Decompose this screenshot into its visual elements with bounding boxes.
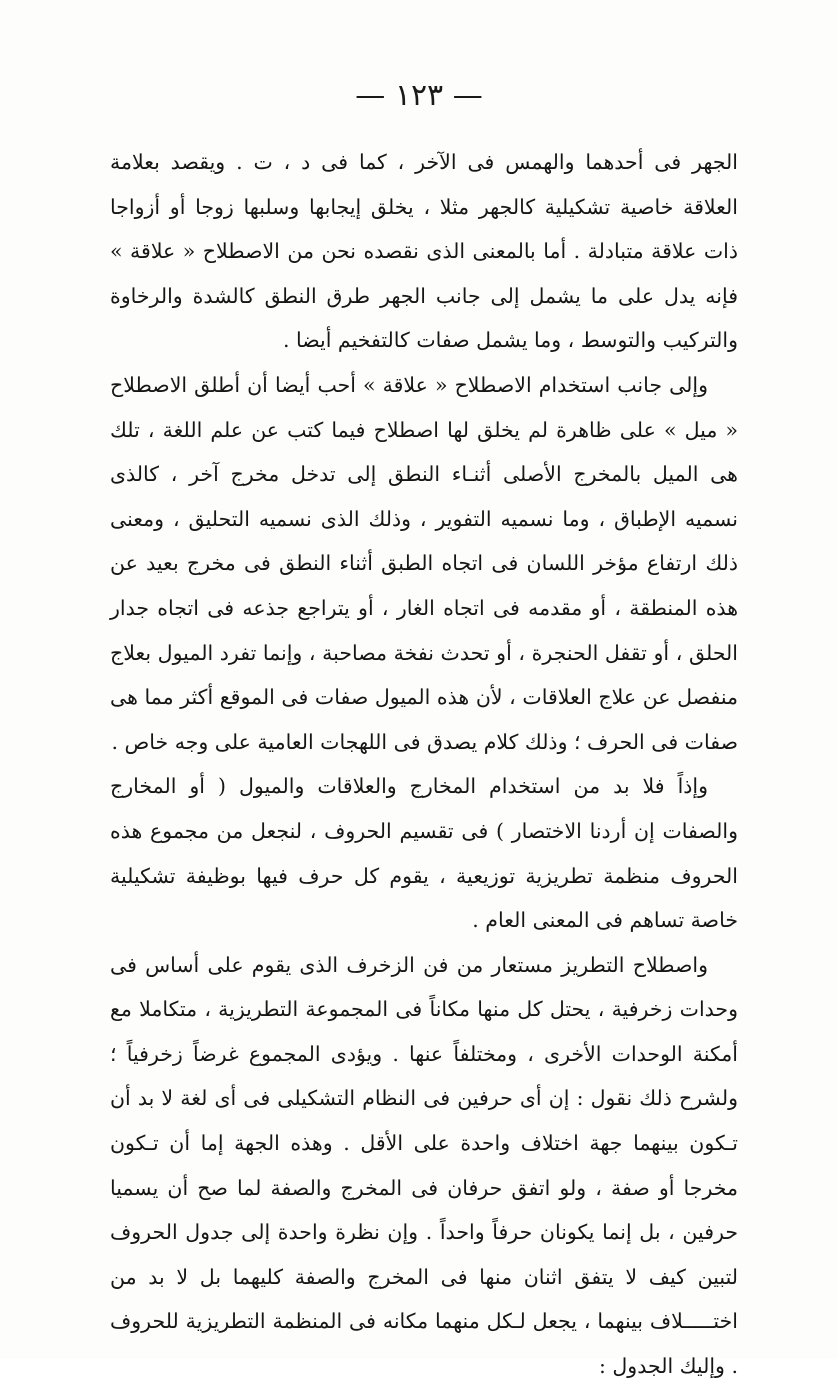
body-text	[110, 140, 738, 1389]
page-number: — ١٢٣ —	[355, 78, 483, 113]
paragraph-3: وإذاً فلا بد من استخدام المخارج والعلاقات والميول ( أو المخارج والصفات إن أردنا الاختصار ) فى تقسيم الحروف ، لنجعل من مجموع هذه الحروف منظمة تطريزية توزيعية ، يقوم كل حرف فيها بوظيفة تشكيلية خاصة تساهم فى المعنى العام .	[110, 774, 738, 933]
paragraph-1: الجهر فى أحدهما والهمس فى الآخر ، كما فى د ، ت . ويقصد بعلامة العلاقة خاصية تشكيلية كالجهر مثلا ، يخلق إيجابها وسلبها زوجا أو أزواجا ذات علاقة متبادلة . أما بالمعنى الذى نقصده نحن من الاصطلاح « علاقة » فإنه يدل على ما يشمل إلى جانب الجهر طرق النطق كالشدة والرخاوة والتركيب والتوسط ، وما يشمل صفات كالتفخيم أيضا .	[110, 150, 738, 353]
paragraph-4: واصطلاح التطريز مستعار من فن الزخرف الذى يقوم على أساس فى وحدات زخرفية ، يحتل كل منها مكاناً فى المجموعة التطريزية ، متكاملا مع أمكنة الوحدات الأخرى ، ومختلفاً عنها . ويؤدى المجموع غرضاً زخرفياً ؛ ولشرح ذلك نقول : إن أى حرفين فى النظام التشكيلى فى أى لغة لا بد أن تـكون بينهما جهة اختلاف واحدة على الأقل . وهذه الجهة إما أن تـكون مخرجا أو صفة ، ولو اتفق حرفان فى المخرج والصفة لما صح أن يسميا حرفين ، بل إنما يكونان حرفاً واحداً . وإن نظرة واحدة إلى جدول الحروف لتبين كيف لا يتفق اثنان منها فى المخرج والصفة كليهما بل لا بد من اختـــــلاف بينهما ، يجعل لـكل منهما مكانه فى المنظمة التطريزية للحروف . وإليك الجدول :	[110, 952, 738, 1379]
paragraph-2: وإلى جانب استخدام الاصطلاح « علاقة » أحب أيضا أن أطلق الاصطلاح « ميل » على ظاهرة لم يخلق لها اصطلاح فيما كتب عن علم اللغة ، تلك هى الميل بالمخرج الأصلى أثنـاء النطق إلى تدخل مخرج آخر ، كالذى نسميه الإطباق ، وما نسميه التفوير ، وذلك الذى نسميه التحليق ، ومعنى ذلك ارتفاع مؤخر اللسان فى اتجاه الطبق أثناء النطق فى مخرج بعيد عن هذه المنطقة ، أو مقدمه فى اتجاه الغار ، أو يتراجع جذعه فى اتجاه جدار الحلق ، أو تقفل الحنجرة ، أو تحدث نفخة مصاحبة ، وإنما تفرد الميول بعلاج منفصل عن علاج العلاقات ، لأن هذه الميول صفات فى الموقع أكثر مما هى صفات فى الحرف ؛ وذلك كلام يصدق فى اللهجات العامية على وجه خاص .	[110, 372, 739, 754]
